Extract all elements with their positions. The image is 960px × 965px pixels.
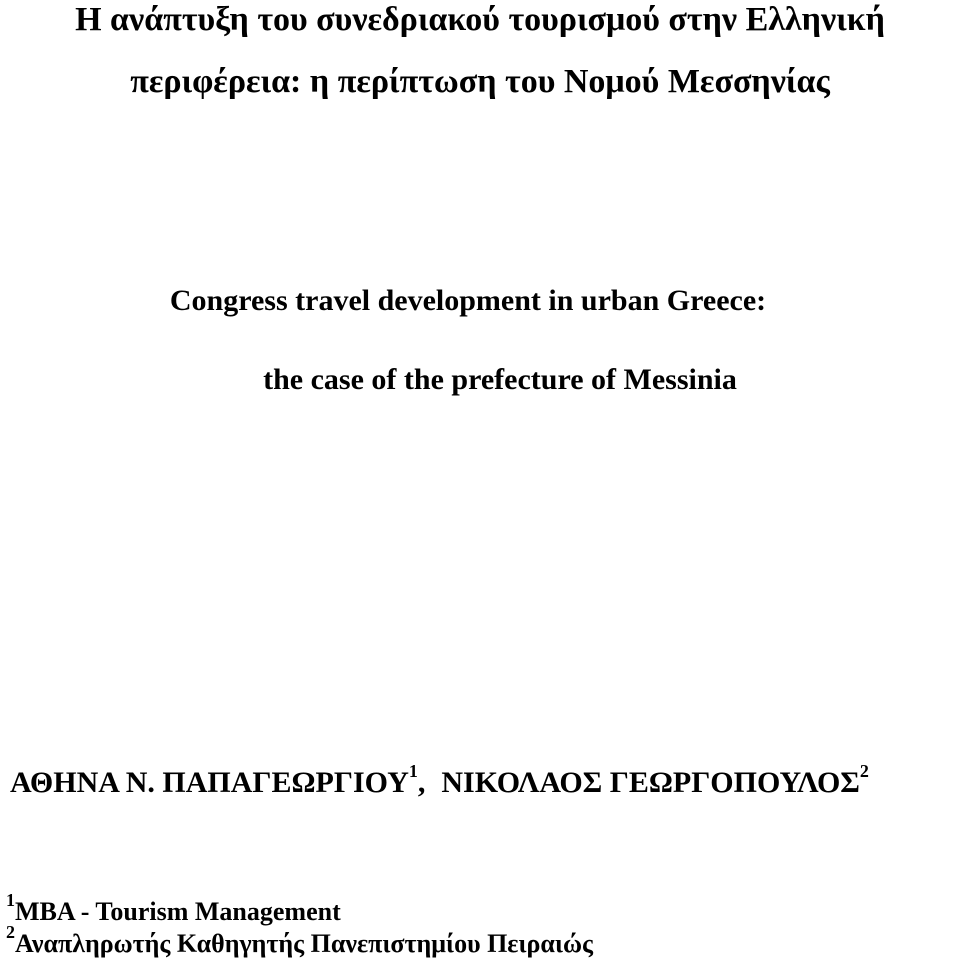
english-title-line-1: Congress travel development in urban Greece: (169, 284, 767, 317)
affiliation-1-text: MBA - Tourism Management (15, 897, 341, 926)
author-line (10, 761, 869, 801)
english-title-line-2: the case of the prefecture of Messinia (263, 363, 737, 396)
affiliation-1 (6, 890, 341, 927)
affiliation-2-text: Αναπληρωτής Καθηγητής Πανεπιστημίου Πειραιώς (15, 929, 593, 958)
affiliation-2 (6, 922, 593, 959)
author-2-name: ΝΙΚΟΛΑΟΣ ΓΕΩΡΓΟΠΟΥΛΟΣ (441, 766, 860, 799)
greek-title-line-1: Η ανάπτυξη του συνεδριακού τουρισμού στην Ελληνική (75, 1, 885, 38)
author-2-affiliation-mark: 2 (859, 761, 869, 781)
author-separator: , (417, 766, 426, 799)
greek-title-line-2: περιφέρεια: η περίπτωση του Νομού Μεσσηνίας (130, 63, 830, 100)
affiliation-2-mark: 2 (6, 922, 15, 943)
affiliation-1-mark: 1 (6, 890, 15, 911)
author-1-name: ΑΘΗΝΑ Ν. ΠΑΠΑΓΕΩΡΓΙΟΥ (10, 766, 409, 799)
author-1-affiliation-mark: 1 (408, 761, 418, 781)
